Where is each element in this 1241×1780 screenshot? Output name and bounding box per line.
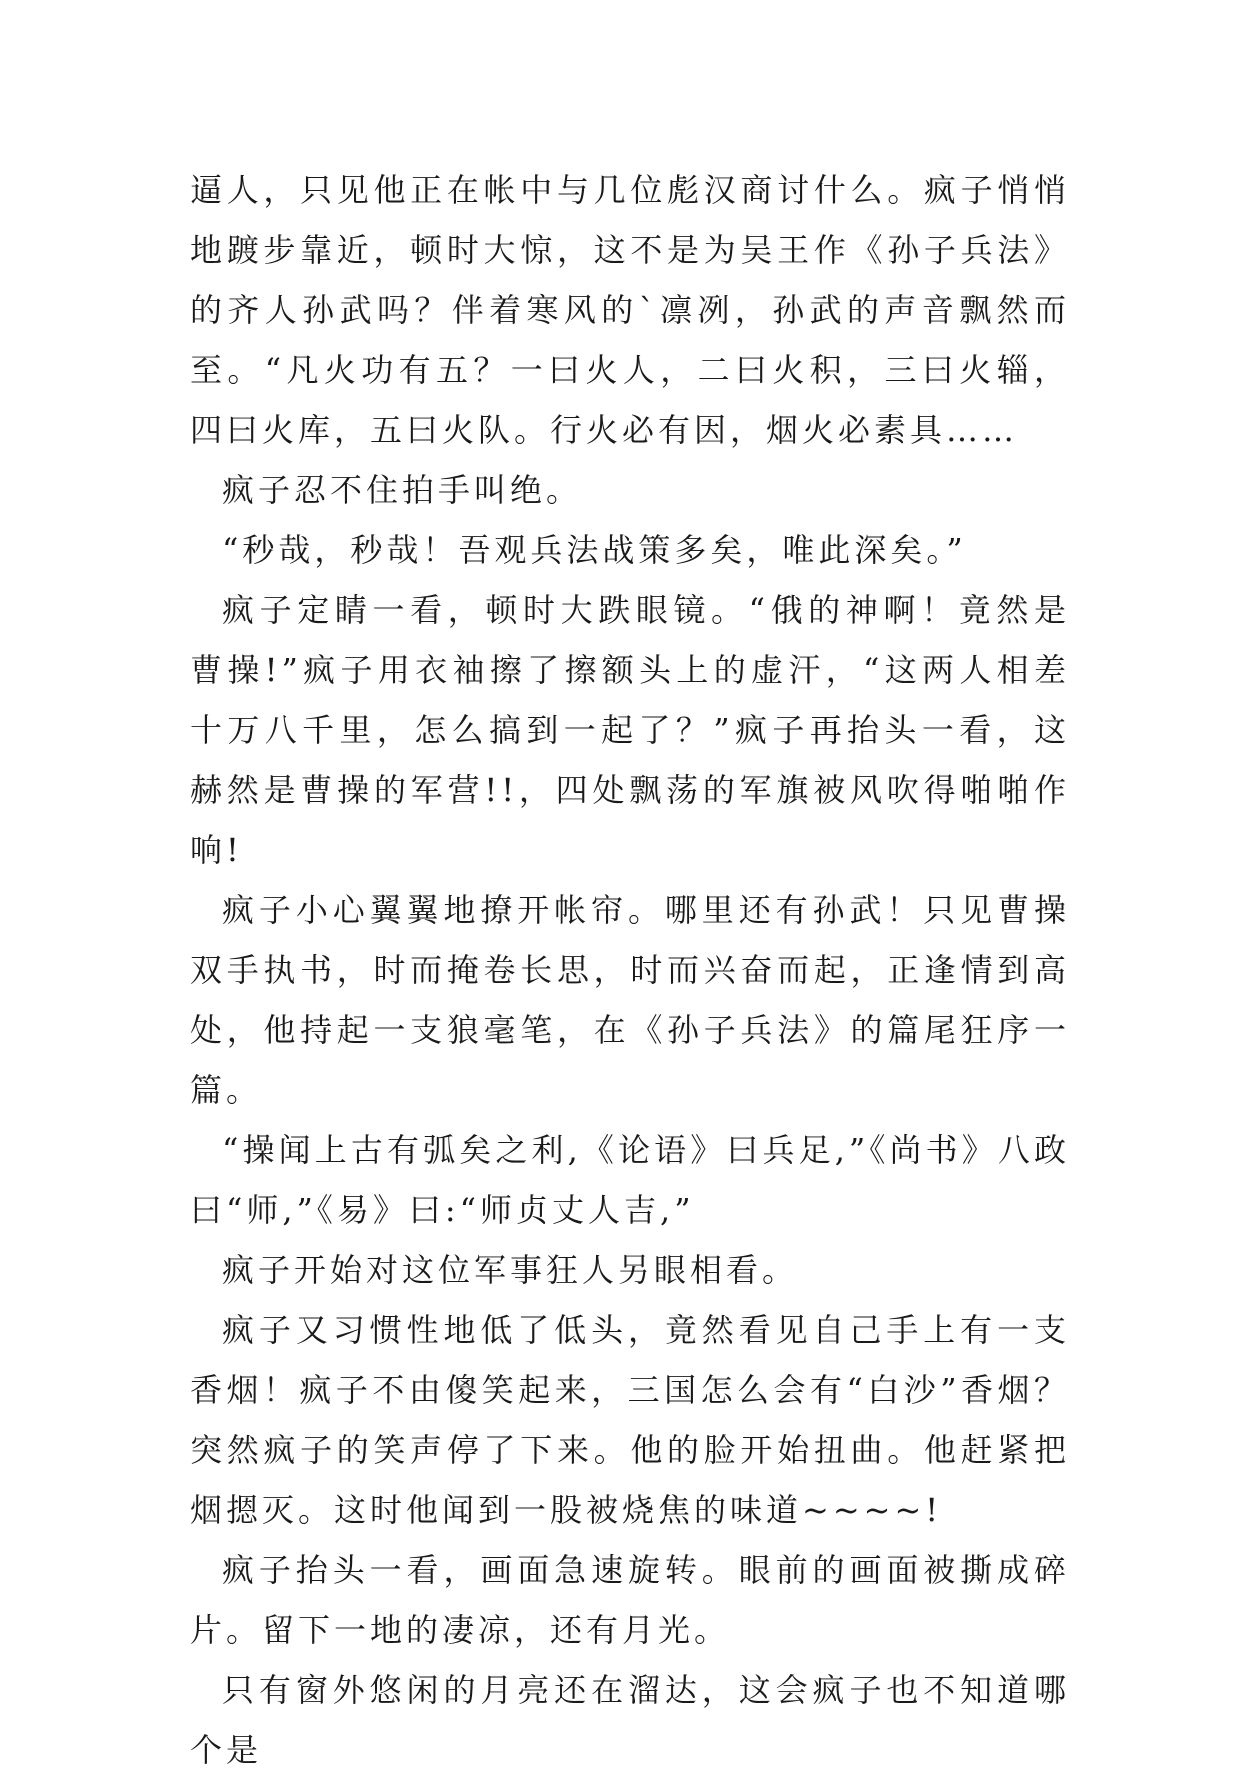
paragraph: 只有窗外悠闲的月亮还在溜达，这会疯子也不知道哪个是 (190, 1671, 1070, 1769)
paragraph: 疯子定睛一看，顿时大跌眼镜。“俄的神啊！竟然是曹操!”疯子用衣袖擦了擦额头上的虚汗，“这两人相差十万八千里，怎么搞到一起了？”疯子再抬头一看，这赫然是曹操的军营!!，四处飘荡的军旗被风吹得啪啪作响! (190, 591, 1070, 869)
paragraph: 疯子开始对这位军事狂人另眼相看。 (222, 1251, 799, 1289)
paragraph: 疯子抬头一看，画面急速旋转。眼前的画面被撕成碎片。留下一地的凄凉，还有月光。 (190, 1551, 1070, 1649)
paragraph: 疯子忍不住拍手叫绝。 (222, 471, 583, 509)
paragraph: 逼人，只见他正在帐中与几位彪汉商讨什么。疯子悄悄地踱步靠近，顿时大惊，这不是为吴王作《孙子兵法》的齐人孙武吗？伴着寒风的`凛冽，孙武的声音飘然而至。“凡火功有五？一曰火人，二曰火积，三曰火辎，四曰火库，五曰火队。行火必有因，烟火必素具…… (190, 171, 1070, 449)
paragraph: “操闻上古有弧矣之利,《论语》曰兵足,”《尚书》八政曰“师,”《易》曰:“师贞丈人吉,” (190, 1131, 1070, 1229)
paragraph: “秒哉，秒哉！吾观兵法战策多矣，唯此深矣。” (222, 531, 967, 569)
paragraph: 疯子小心翼翼地撩开帐帘。哪里还有孙武！只见曹操双手执书，时而掩卷长思，时而兴奋而起，正逢情到高处，他持起一支狼毫笔，在《孙子兵法》的篇尾狂序一篇。 (190, 891, 1070, 1109)
paragraph: 疯子又习惯性地低了低头，竟然看见自己手上有一支香烟！疯子不由傻笑起来，三国怎么会有“白沙”香烟？突然疯子的笑声停了下来。他的脸开始扭曲。他赶紧把烟摁灭。这时他闻到一股被烧焦的味道~~~~! (190, 1311, 1070, 1529)
body-text (190, 160, 1070, 1780)
